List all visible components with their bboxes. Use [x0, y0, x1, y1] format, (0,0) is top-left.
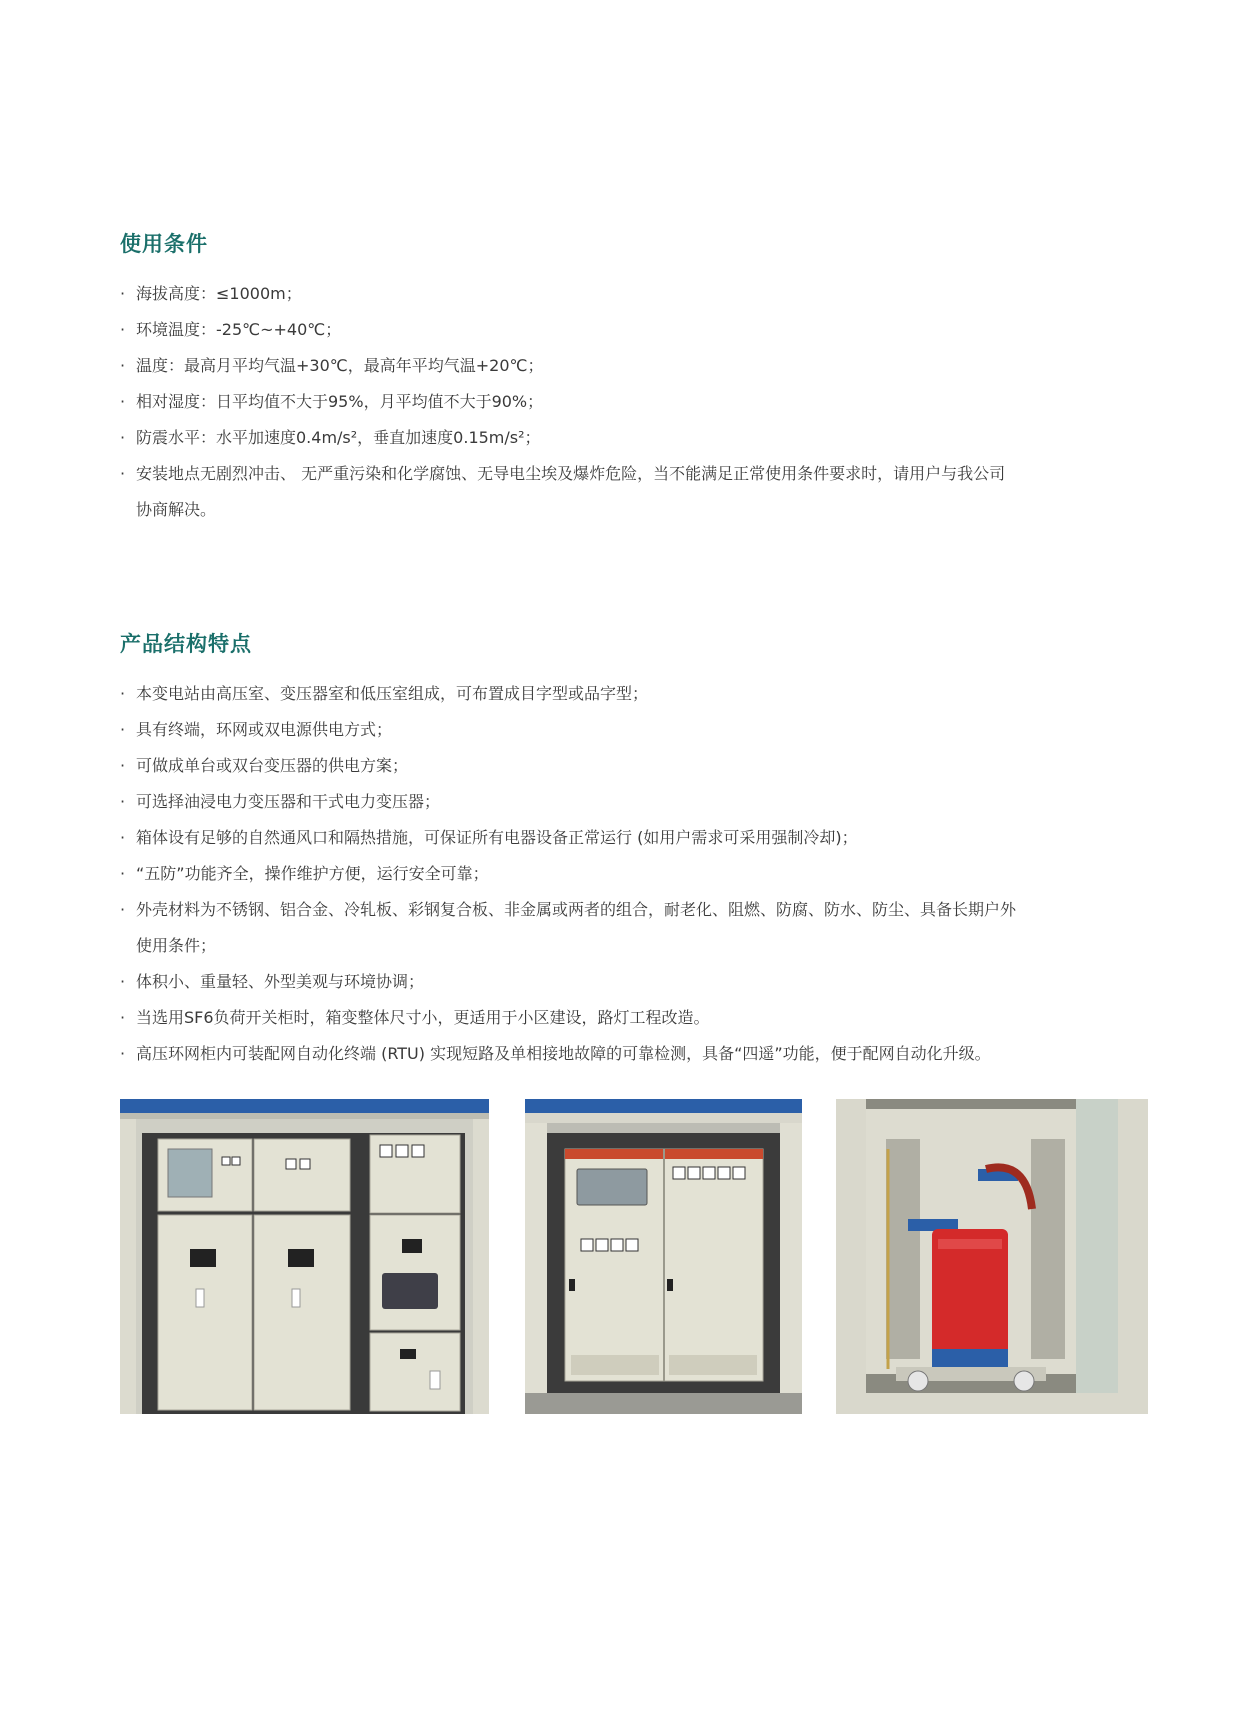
- list-item: [120, 1000, 1150, 1036]
- list-item: [120, 676, 1150, 712]
- list-item: [120, 348, 1150, 384]
- item-text: 可做成单台或双台变压器的供电方案；: [136, 756, 409, 775]
- list-item: [120, 964, 1150, 1000]
- bullet: ·: [120, 828, 126, 847]
- list-item: [120, 712, 1150, 748]
- structure-features-heading: 产品结构特点: [120, 632, 252, 656]
- list-item: [120, 784, 1150, 820]
- usage-conditions-list: [120, 276, 1150, 528]
- item-text: 外壳材料为不锈钢、铝合金、冷轧板、彩钢复合板、非金属或两者的组合，耐老化、阻燃、防腐、防水、防尘、具备长期户外: [136, 900, 1017, 919]
- bullet: ·: [120, 684, 126, 703]
- list-item: [120, 892, 1150, 964]
- bullet: ·: [120, 792, 126, 811]
- list-item: [120, 384, 1150, 420]
- item-text: 环境温度：-25℃~+40℃；: [136, 320, 342, 339]
- usage-conditions-heading: 使用条件: [120, 232, 208, 256]
- bullet: ·: [120, 356, 126, 375]
- item-text: 海拔高度：≤1000m；: [136, 284, 302, 303]
- transformer-photo: [836, 1099, 1148, 1414]
- bullet: ·: [120, 972, 126, 991]
- item-text: 温度：最高月平均气温+30℃，最高年平均气温+20℃；: [136, 356, 544, 375]
- list-item: [120, 276, 1150, 312]
- list-item: [120, 456, 1150, 528]
- item-text: “五防”功能齐全，操作维护方便，运行安全可靠；: [136, 864, 489, 883]
- usage-conditions-section: [120, 228, 1150, 528]
- list-item: [120, 748, 1150, 784]
- list-item: [120, 856, 1150, 892]
- bullet: ·: [120, 1044, 126, 1063]
- item-text: 可选择油浸电力变压器和干式电力变压器；: [136, 792, 441, 811]
- bullet: ·: [120, 1008, 126, 1027]
- distribution-cabinet-illustration: [525, 1099, 802, 1414]
- structure-features-section: [120, 628, 1150, 1072]
- list-item: [120, 312, 1150, 348]
- bullet: ·: [120, 320, 126, 339]
- item-text-continued: 协商解决。: [136, 500, 217, 519]
- item-text: 相对湿度：日平均值不大于95%，月平均值不大于90%；: [136, 392, 544, 411]
- structure-features-list: [120, 676, 1150, 1072]
- list-item: [120, 1036, 1150, 1072]
- bullet: ·: [120, 284, 126, 303]
- distribution-cabinet-photo: [525, 1099, 802, 1414]
- bullet: ·: [120, 720, 126, 739]
- item-text: 防震水平：水平加速度0.4m/s²，垂直加速度0.15m/s²；: [136, 428, 541, 447]
- item-text: 本变电站由高压室、变压器室和低压室组成，可布置成目字型或品字型；: [136, 684, 649, 703]
- bullet: ·: [120, 864, 126, 883]
- item-text: 箱体设有足够的自然通风口和隔热措施，可保证所有电器设备正常运行 (如用户需求可采用强制冷却)；: [136, 828, 858, 847]
- bullet: ·: [120, 392, 126, 411]
- bullet: ·: [120, 464, 126, 483]
- bullet: ·: [120, 900, 126, 919]
- switchgear-photo: [120, 1099, 489, 1414]
- item-text: 安装地点无剧烈冲击、 无严重污染和化学腐蚀、无导电尘埃及爆炸危险，当不能满足正常使用条件要求时，请用户与我公司: [136, 464, 1006, 483]
- transformer-illustration: [836, 1099, 1148, 1414]
- item-text: 具有终端，环网或双电源供电方式；: [136, 720, 393, 739]
- bullet: ·: [120, 756, 126, 775]
- item-text: 体积小、重量轻、外型美观与环境协调；: [136, 972, 425, 991]
- list-item: [120, 420, 1150, 456]
- list-item: [120, 820, 1150, 856]
- item-text-continued: 使用条件；: [136, 936, 217, 955]
- switchgear-illustration: [120, 1099, 489, 1414]
- bullet: ·: [120, 428, 126, 447]
- item-text: 高压环网柜内可装配网自动化终端 (RTU) 实现短路及单相接地故障的可靠检测，具备“四遥”功能，便于配网自动化升级。: [136, 1044, 991, 1063]
- item-text: 当选用SF6负荷开关柜时，箱变整体尺寸小，更适用于小区建设，路灯工程改造。: [136, 1008, 710, 1027]
